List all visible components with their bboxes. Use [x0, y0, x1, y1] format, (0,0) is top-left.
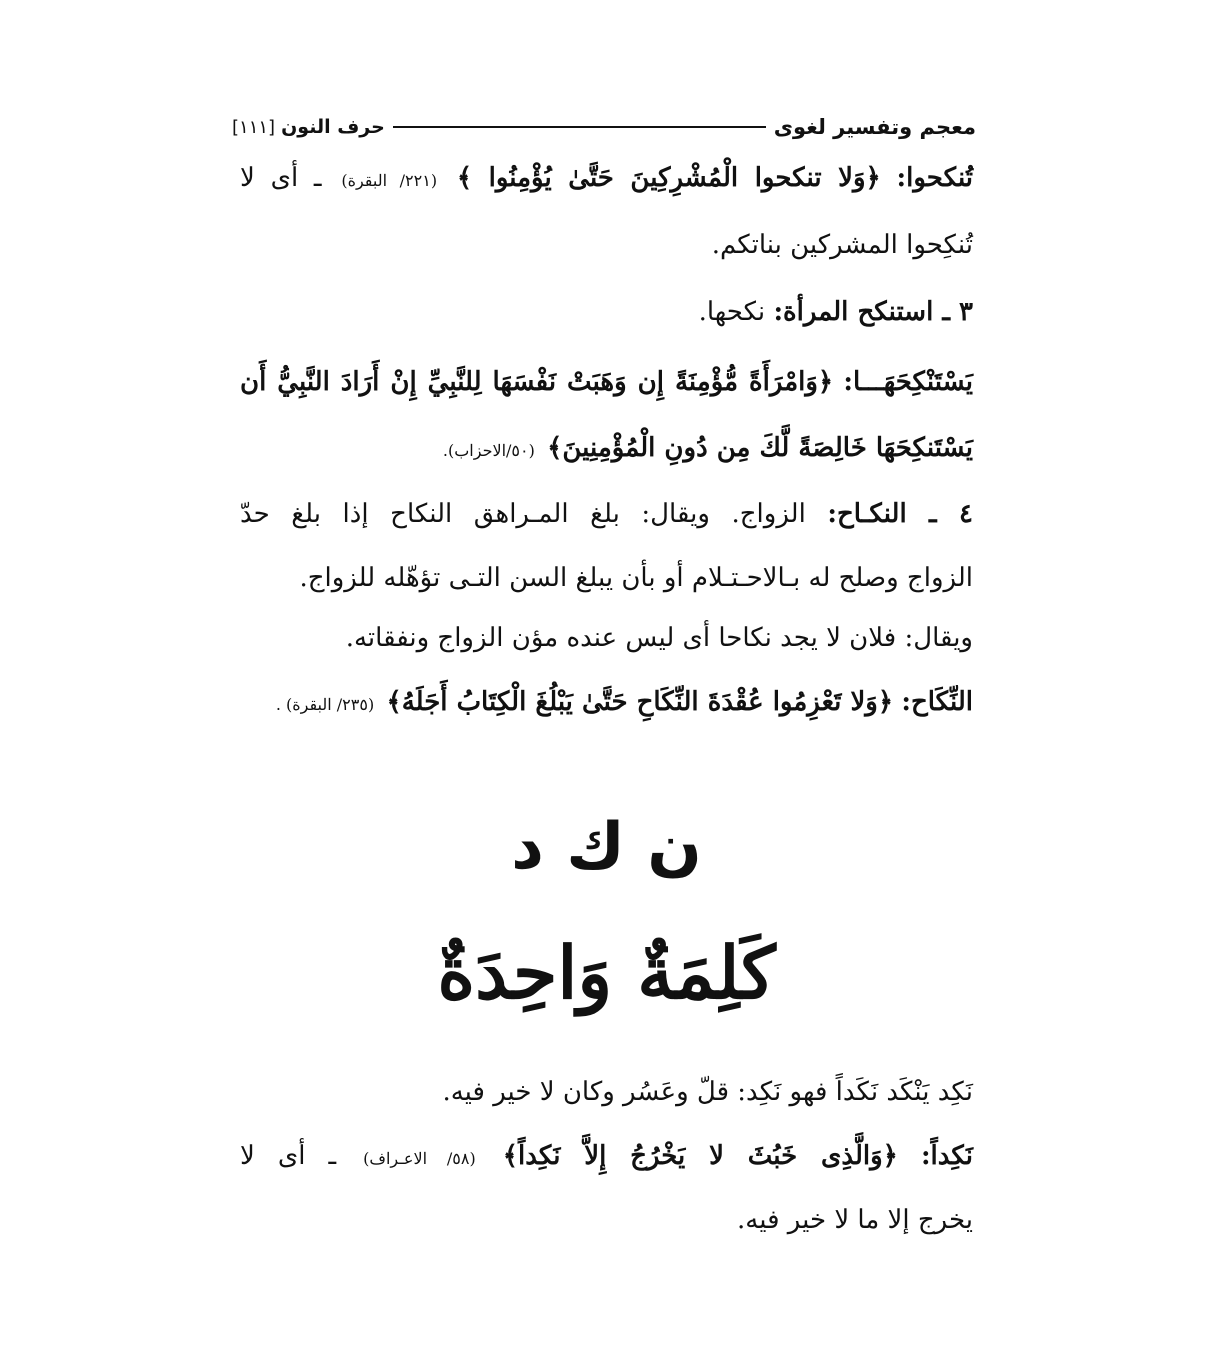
- verse-reference: (٥٨/ الاعـراف): [363, 1149, 476, 1168]
- entry-text: نَكِد يَنْكَد نَكَداً فهو نَكِد: قلّ وعَسُر وكان لا خير فيه.: [442, 1077, 973, 1107]
- quran-verse: ﴿وَلا تنكحوا الْمُشْرِكِينَ حَتَّىٰ يُؤْمِنُوا ﴾: [456, 163, 881, 193]
- verse-reference: (٢٣٥/ البقرة) .: [275, 695, 375, 714]
- entry-nikah-line-1: [240, 494, 973, 534]
- root-verse-line: [240, 1136, 973, 1179]
- entry-tail: ـ أى لا: [240, 163, 322, 193]
- entry-text: تُنكِحوا المشركين بناتكم.: [711, 230, 973, 260]
- page-number: [١١١]: [232, 116, 276, 138]
- quran-verse: ﴿وَالَّذِى خَبُثَ لا يَخْرُجُ إِلاَّ نَكِداً﴾: [502, 1141, 898, 1171]
- entry-text: نكحها.: [698, 297, 766, 327]
- entry-yastankihaha-line-2: [439, 428, 973, 471]
- quran-verse: يَسْتَنكِحَهَا خَالِصَةً لَّكَ مِن دُونِ الْمُؤْمِنِينَ﴾: [547, 433, 973, 463]
- book-title: معجم وتفسير لغوى: [773, 115, 976, 139]
- entry-text: ويقال: فلان لا يجد نكاحا أى ليس عنده مؤن الزواج ونفقاته.: [345, 623, 973, 653]
- entry-nikah-line-2: [299, 558, 973, 598]
- entry-tunkihu-line-1: [240, 158, 973, 201]
- section-title: حرف النون: [281, 116, 385, 138]
- entry-yastankihaha-line-1: [240, 362, 973, 402]
- word-count-heading: كَلِمَةٌ وَاحِدَةٌ: [437, 930, 776, 1015]
- page-header: [232, 112, 976, 142]
- entry-word: نَكِداً:: [920, 1141, 974, 1171]
- entry-word: تُنكحوا:: [896, 163, 974, 193]
- entry-text: الزواج. ويقال: بلغ المـراهق النكاح إذا بلغ حدّ: [240, 499, 806, 529]
- root-letters-heading: ن ك د: [511, 810, 702, 884]
- root-last-line: [737, 1200, 973, 1240]
- entry-istankaha-line-1: [699, 292, 973, 332]
- header-rule: [393, 126, 766, 128]
- entry-tail: ـ أى لا: [240, 1141, 337, 1171]
- entry-text: يخرج إلا ما لا خير فيه.: [737, 1205, 973, 1235]
- verse-reference: (٢٢١/ البقرة): [341, 171, 438, 190]
- entry-an-nikah-line-1: [272, 682, 973, 725]
- entry-tunkihu-line-2: [712, 225, 973, 265]
- entry-number-word: ٤ ـ النكـاح:: [827, 499, 974, 529]
- root-definition-line: [442, 1072, 973, 1112]
- entry-nikah-line-3: [346, 618, 973, 658]
- entry-word: يَسْتَنْكِحَهَـــا:: [843, 367, 973, 397]
- entry-number-word: ٣ ـ استنكح المرأة:: [773, 297, 973, 327]
- quran-verse: ﴿وَلا تَعْزِمُوا عُقْدَةَ النِّكَاحِ حَتَّىٰ يَبْلُغَ الْكِتَابُ أَجَلَهُ﴾: [386, 687, 894, 717]
- verse-reference: (٥٠/الاحزاب).: [442, 441, 535, 460]
- entry-text: الزواج وصلح له بـالاحـتـلام أو بأن يبلغ السن التـى تؤهّله للزواج.: [299, 563, 973, 593]
- quran-verse: ﴿وَامْرَأَةً مُّؤْمِنَةً إِن وَهَبَتْ نَفْسَهَا لِلنَّبِيِّ إِنْ أَرَادَ النَّبِيُّ أَن: [240, 367, 834, 397]
- entry-word: النِّكَاح:: [901, 687, 973, 717]
